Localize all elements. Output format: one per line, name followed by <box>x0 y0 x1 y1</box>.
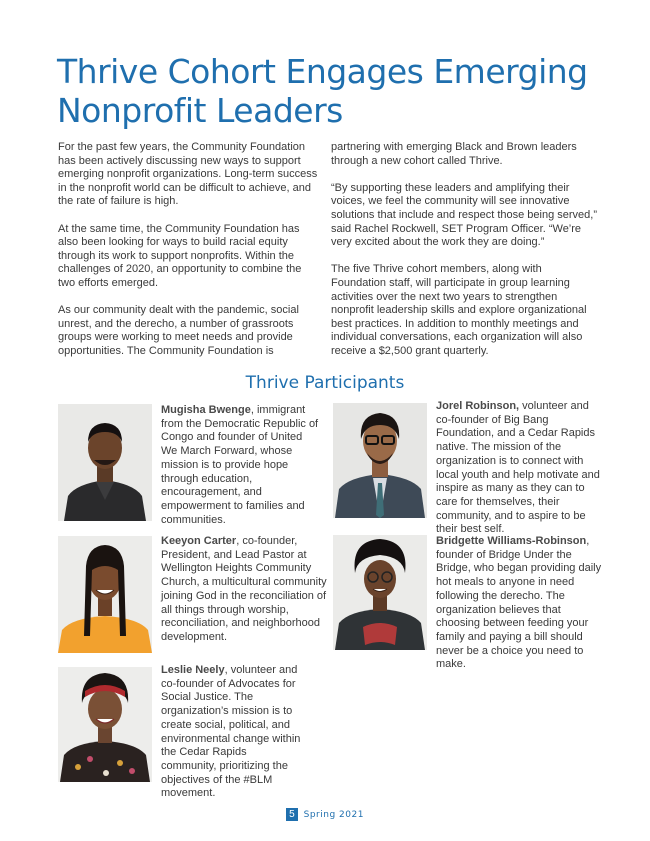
page-number: 5 <box>286 808 298 821</box>
portrait-photo <box>333 535 427 650</box>
bio-keeyon <box>161 535 331 645</box>
bio-mugisha <box>161 404 321 527</box>
person-description: , volunteer and co-founder of Advocates for Social Justice. The organization’s mission is to create social, political, and environmental change within the Cedar Rapids community, prioritizing the objectives of the #BLM movement. <box>161 664 301 800</box>
person-name: Keeyon Carter <box>161 535 237 547</box>
issue-season: Spring 2021 <box>303 810 364 820</box>
paragraph: “By supporting these leaders and amplifying their voices, we feel the community will see innovative solutions that include and respect those being served,” said Rachel Rockwell, SET Program Officer. “We’re very excited about the work they are doing.” <box>331 181 597 249</box>
bio-leslie <box>161 664 301 801</box>
portrait-photo <box>58 536 152 653</box>
person-description: volunteer and co-founder of Big Bang Foundation, and a Cedar Rapids native. The mission of the organization is to connect with local youth and help motivate and inspire as many as they can to care for themselves, their community, and to aspire to be their best self. <box>436 400 600 536</box>
paragraph: As our community dealt with the pandemic, social unrest, and the derecho, a number of grassroots groups were working to meet needs and provide opportunities. The Community Foundation is <box>58 304 299 357</box>
title-line-2: Nonprofit Leaders <box>57 91 343 130</box>
person-description: , co-founder, President, and Lead Pastor at Wellington Heights Community Church, a multicultural community joining God in the reconciliation of all things through worship, reconciliation, and neighborhood development. <box>161 535 327 643</box>
person-name: Leslie Neely <box>161 664 225 676</box>
bio-jorel <box>436 400 602 537</box>
title-line-1: Thrive Cohort Engages Emerging <box>57 52 588 91</box>
paragraph: partnering with emerging Black and Brown leaders through a new cohort called Thrive. <box>331 141 577 167</box>
body-column-right <box>331 141 597 372</box>
article-title <box>57 52 617 130</box>
page-footer <box>0 808 650 821</box>
bio-bridgette <box>436 535 602 672</box>
person-name: Jorel Robinson, <box>436 400 520 412</box>
body-column-left <box>58 141 320 372</box>
participants-heading: Thrive Participants <box>245 373 405 393</box>
paragraph: The five Thrive cohort members, along with Foundation staff, will participate in group learning activities over the next two years to strengthen nonprofit leadership skills and explore organizational best practices. In addition to monthly meetings and individual conversations, each organization will also receive a $2,500 grant quarterly. <box>331 263 587 357</box>
portrait-photo <box>58 404 152 521</box>
paragraph: For the past few years, the Community Foundation has been actively discussing new ways to support emerging nonprofit organizations. Long-term success in the nonprofit world can be difficult to achieve, and the rate of failure is high. <box>58 141 318 208</box>
person-description: , immigrant from the Democratic Republic of Congo and founder of United We March Forward, whose mission is to provide hope through education, encouragement, and empowerment to families and communities. <box>161 404 319 526</box>
person-name: Mugisha Bwenge <box>161 404 251 416</box>
portrait-photo <box>58 667 152 782</box>
paragraph: At the same time, the Community Foundation has also been looking for ways to build racial equity through its work to support nonprofits. Within the challenges of 2020, an opportunity to combine the two efforts emerged. <box>58 222 302 289</box>
portrait-photo <box>333 403 427 518</box>
person-description: , founder of Bridge Under the Bridge, who began providing daily hot meals to anyone in need following the derecho. The organization believes that choosing between feeding your family and paying a bill should never be a choice you need to make. <box>436 535 602 671</box>
person-name: Bridgette Williams-Robinson <box>436 535 587 547</box>
